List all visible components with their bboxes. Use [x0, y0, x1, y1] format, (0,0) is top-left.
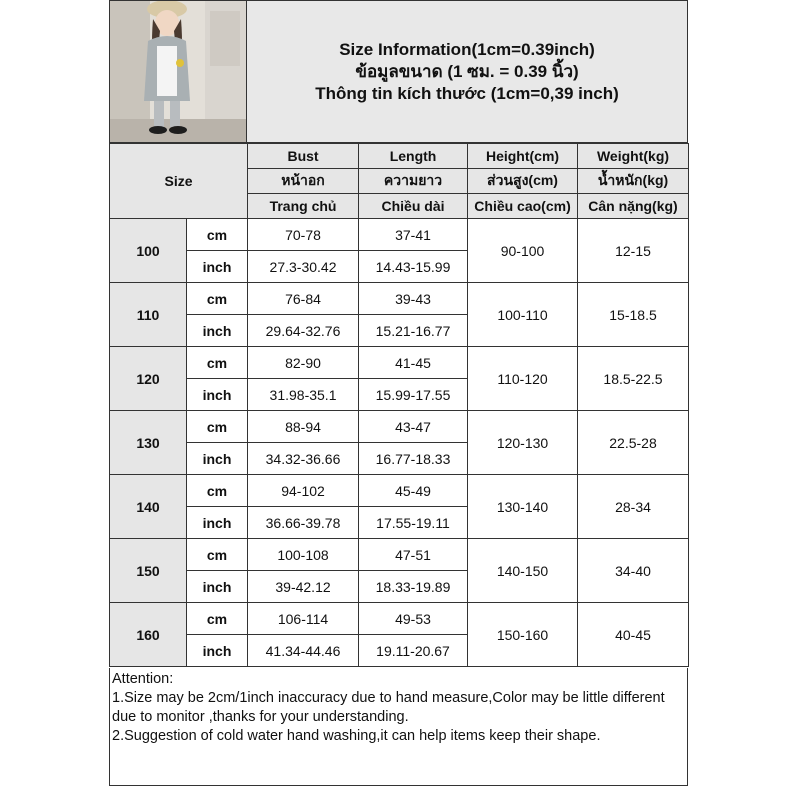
- length-cm-cell: 41-45: [359, 347, 468, 379]
- header-height-vi: Chiều cao(cm): [468, 194, 578, 219]
- header-length-vi: Chiều dài: [359, 194, 468, 219]
- bust-inch-cell: 31.98-35.1: [248, 379, 359, 411]
- header-weight-vi: Cân nặng(kg): [578, 194, 689, 219]
- height-cell: 90-100: [468, 219, 578, 283]
- height-cell: 100-110: [468, 283, 578, 347]
- length-inch-cell: 16.77-18.33: [359, 443, 468, 475]
- unit-inch: inch: [187, 315, 248, 347]
- header-bust-vi: Trang chủ: [248, 194, 359, 219]
- unit-inch: inch: [187, 251, 248, 283]
- title-box: [247, 0, 688, 143]
- title-thai: ข้อมูลขนาด (1 ซม. = 0.39 นิ้ว): [355, 61, 579, 81]
- length-inch-cell: 14.43-15.99: [359, 251, 468, 283]
- header-height-th: ส่วนสูง(cm): [468, 169, 578, 194]
- attention-label: Attention:: [112, 671, 174, 687]
- table-row: [110, 603, 689, 635]
- size-cell: 140: [110, 475, 187, 539]
- bust-inch-cell: 39-42.12: [248, 571, 359, 603]
- size-cell: 130: [110, 411, 187, 475]
- header-length-th: ความยาว: [359, 169, 468, 194]
- bust-inch-cell: 41.34-44.46: [248, 635, 359, 667]
- size-cell: 100: [110, 219, 187, 283]
- height-cell: 130-140: [468, 475, 578, 539]
- bust-cm-cell: 88-94: [248, 411, 359, 443]
- unit-inch: inch: [187, 571, 248, 603]
- table-row: [110, 475, 689, 507]
- size-cell: 110: [110, 283, 187, 347]
- size-cell: 150: [110, 539, 187, 603]
- header-length-en: Length: [359, 144, 468, 169]
- model-photo-icon: [110, 1, 247, 143]
- unit-cm: cm: [187, 283, 248, 315]
- height-cell: 150-160: [468, 603, 578, 667]
- unit-cm: cm: [187, 475, 248, 507]
- length-cm-cell: 49-53: [359, 603, 468, 635]
- title-vietnamese: Thông tin kích thước (1cm=0,39 inch): [315, 83, 619, 103]
- weight-cell: 15-18.5: [578, 283, 689, 347]
- bust-cm-cell: 76-84: [248, 283, 359, 315]
- length-cm-cell: 39-43: [359, 283, 468, 315]
- unit-inch: inch: [187, 443, 248, 475]
- bust-inch-cell: 29.64-32.76: [248, 315, 359, 347]
- note-washing: 2.Suggestion of cold water hand washing,it can help items keep their shape.: [112, 728, 601, 744]
- bust-inch-cell: 34.32-36.66: [248, 443, 359, 475]
- header-bust-en: Bust: [248, 144, 359, 169]
- size-table: [109, 143, 689, 667]
- table-row: [110, 219, 689, 251]
- size-cell: 120: [110, 347, 187, 411]
- header-weight-th: น้ำหนัก(kg): [578, 169, 689, 194]
- unit-cm: cm: [187, 603, 248, 635]
- size-chart: [109, 0, 688, 786]
- bust-cm-cell: 100-108: [248, 539, 359, 571]
- chart-header: [109, 0, 688, 145]
- table-row: [110, 347, 689, 379]
- bust-inch-cell: 27.3-30.42: [248, 251, 359, 283]
- header-weight-en: Weight(kg): [578, 144, 689, 169]
- title-english: Size Information(1cm=0.39inch): [339, 39, 595, 59]
- header-height-en: Height(cm): [468, 144, 578, 169]
- size-header: Size: [110, 144, 248, 219]
- size-cell: 160: [110, 603, 187, 667]
- length-cm-cell: 45-49: [359, 475, 468, 507]
- unit-cm: cm: [187, 411, 248, 443]
- unit-cm: cm: [187, 219, 248, 251]
- length-cm-cell: 47-51: [359, 539, 468, 571]
- weight-cell: 18.5-22.5: [578, 347, 689, 411]
- weight-cell: 12-15: [578, 219, 689, 283]
- bust-cm-cell: 106-114: [248, 603, 359, 635]
- bust-inch-cell: 36.66-39.78: [248, 507, 359, 539]
- table-row: [110, 283, 689, 315]
- weight-cell: 22.5-28: [578, 411, 689, 475]
- length-inch-cell: 18.33-19.89: [359, 571, 468, 603]
- bust-cm-cell: 70-78: [248, 219, 359, 251]
- length-inch-cell: 19.11-20.67: [359, 635, 468, 667]
- length-inch-cell: 17.55-19.11: [359, 507, 468, 539]
- header-bust-th: หน้าอก: [248, 169, 359, 194]
- length-cm-cell: 37-41: [359, 219, 468, 251]
- weight-cell: 40-45: [578, 603, 689, 667]
- unit-inch: inch: [187, 507, 248, 539]
- bust-cm-cell: 94-102: [248, 475, 359, 507]
- model-photo: [109, 0, 247, 143]
- note-measurement: 1.Size may be 2cm/1inch inaccuracy due to hand measure,Color may be little different due to monitor ,thanks for your understanding.: [112, 690, 665, 725]
- height-cell: 120-130: [468, 411, 578, 475]
- length-inch-cell: 15.99-17.55: [359, 379, 468, 411]
- unit-inch: inch: [187, 379, 248, 411]
- table-row: [110, 539, 689, 571]
- attention-notes: [109, 668, 688, 786]
- height-cell: 110-120: [468, 347, 578, 411]
- header-row: [110, 144, 689, 169]
- length-inch-cell: 15.21-16.77: [359, 315, 468, 347]
- height-cell: 140-150: [468, 539, 578, 603]
- unit-cm: cm: [187, 347, 248, 379]
- weight-cell: 34-40: [578, 539, 689, 603]
- unit-inch: inch: [187, 635, 248, 667]
- weight-cell: 28-34: [578, 475, 689, 539]
- length-cm-cell: 43-47: [359, 411, 468, 443]
- table-row: [110, 411, 689, 443]
- bust-cm-cell: 82-90: [248, 347, 359, 379]
- unit-cm: cm: [187, 539, 248, 571]
